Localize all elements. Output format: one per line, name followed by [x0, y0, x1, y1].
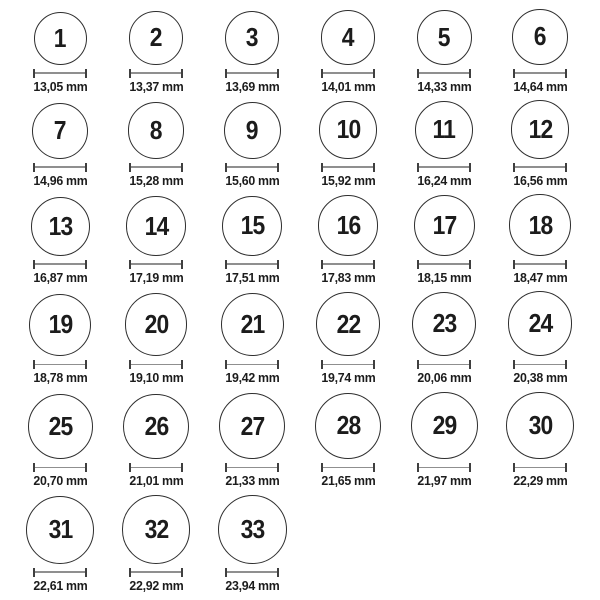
- ring-size-cell: [300, 101, 396, 187]
- dimension-tick-right-icon: [469, 463, 471, 472]
- ring-size-number: 15: [240, 210, 264, 241]
- ring-circle: [29, 294, 91, 356]
- diameter-dimension: [129, 69, 183, 78]
- ring-circle: [321, 10, 376, 65]
- ring-size-cell: [108, 11, 204, 93]
- dimension-tick-right-icon: [277, 568, 279, 577]
- dimension-tick-right-icon: [373, 260, 375, 269]
- diameter-dimension: [513, 69, 567, 78]
- diameter-dimension: [225, 463, 279, 472]
- dimension-line: [35, 166, 85, 168]
- diameter-label: 17,19 mm: [128, 269, 184, 285]
- diameter-dimension: [33, 463, 87, 472]
- dimension-tick-right-icon: [277, 69, 279, 78]
- chart-row: [12, 100, 588, 187]
- diameter-dimension: [321, 260, 375, 269]
- diameter-dimension: [321, 69, 375, 78]
- dimension-line: [323, 364, 373, 366]
- diameter-label: 13,37 mm: [128, 78, 184, 94]
- dimension-tick-right-icon: [85, 360, 87, 369]
- dimension-line: [323, 467, 373, 469]
- dimension-line: [227, 364, 277, 366]
- diameter-dimension: [33, 69, 87, 78]
- diameter-label: 22,61 mm: [32, 577, 88, 593]
- dimension-line: [419, 72, 469, 74]
- ring-size-cell: [492, 9, 588, 93]
- dimension-tick-right-icon: [469, 69, 471, 78]
- dimension-tick-right-icon: [565, 360, 567, 369]
- ring-size-cell: [492, 291, 588, 384]
- diameter-label: 20,70 mm: [32, 473, 88, 489]
- diameter-dimension: [321, 360, 375, 369]
- dimension-tick-right-icon: [373, 360, 375, 369]
- dimension-line: [131, 364, 181, 366]
- dimension-tick-right-icon: [565, 260, 567, 269]
- dimension-line: [227, 571, 277, 573]
- chart-row: [12, 9, 588, 93]
- dimension-line: [131, 166, 181, 168]
- diameter-label: 23,94 mm: [224, 577, 280, 593]
- dimension-tick-right-icon: [469, 360, 471, 369]
- diameter-label: 16,87 mm: [32, 269, 88, 285]
- diameter-label: 15,28 mm: [128, 172, 184, 188]
- diameter-dimension: [129, 360, 183, 369]
- ring-size-number: 20: [144, 309, 168, 340]
- ring-circle: [128, 102, 185, 159]
- dimension-line: [419, 263, 469, 265]
- diameter-label: 21,65 mm: [320, 473, 376, 489]
- ring-circle: [412, 292, 476, 356]
- ring-circle: [123, 394, 189, 460]
- diameter-dimension: [321, 163, 375, 172]
- dimension-line: [419, 364, 469, 366]
- diameter-label: 15,60 mm: [224, 172, 280, 188]
- dimension-tick-right-icon: [181, 463, 183, 472]
- ring-circle: [316, 292, 380, 356]
- ring-size-number: 31: [48, 514, 72, 545]
- dimension-line: [515, 72, 565, 74]
- dimension-tick-right-icon: [85, 463, 87, 472]
- ring-circle: [315, 393, 382, 460]
- diameter-label: 14,64 mm: [512, 78, 568, 94]
- ring-size-cell: [12, 496, 108, 593]
- ring-size-number: 4: [342, 21, 354, 52]
- dimension-tick-right-icon: [85, 69, 87, 78]
- ring-circle: [509, 194, 571, 256]
- diameter-dimension: [33, 260, 87, 269]
- diameter-label: 21,33 mm: [224, 473, 280, 489]
- ring-size-number: 24: [528, 308, 552, 339]
- dimension-tick-right-icon: [277, 360, 279, 369]
- diameter-dimension: [513, 360, 567, 369]
- ring-size-number: 23: [432, 308, 456, 339]
- ring-size-number: 5: [438, 21, 450, 52]
- ring-size-cell: [204, 495, 300, 593]
- dimension-tick-right-icon: [181, 260, 183, 269]
- ring-circle: [415, 101, 473, 159]
- ring-size-cell: [492, 392, 588, 488]
- dimension-tick-right-icon: [85, 568, 87, 577]
- dimension-line: [323, 166, 373, 168]
- dimension-line: [419, 467, 469, 469]
- diameter-dimension: [33, 568, 87, 577]
- diameter-label: 16,56 mm: [512, 172, 568, 188]
- dimension-line: [227, 467, 277, 469]
- diameter-dimension: [225, 69, 279, 78]
- ring-size-cell: [396, 292, 492, 385]
- ring-circle: [414, 195, 475, 256]
- diameter-dimension: [225, 360, 279, 369]
- dimension-line: [515, 263, 565, 265]
- diameter-dimension: [417, 463, 471, 472]
- diameter-dimension: [417, 163, 471, 172]
- ring-size-cell: [204, 196, 300, 285]
- ring-size-cell: [300, 10, 396, 93]
- ring-circle: [319, 101, 377, 159]
- dimension-line: [35, 571, 85, 573]
- dimension-tick-right-icon: [85, 163, 87, 172]
- diameter-dimension: [513, 463, 567, 472]
- ring-size-number: 8: [150, 114, 162, 145]
- ring-size-cell: [492, 194, 588, 284]
- dimension-tick-right-icon: [181, 163, 183, 172]
- diameter-label: 18,15 mm: [416, 269, 472, 285]
- diameter-dimension: [417, 260, 471, 269]
- ring-size-cell: [108, 196, 204, 284]
- dimension-line: [515, 467, 565, 469]
- ring-size-number: 30: [528, 409, 552, 440]
- ring-size-cell: [300, 195, 396, 284]
- diameter-label: 14,96 mm: [32, 172, 88, 188]
- ring-circle: [34, 12, 87, 65]
- chart-row: [12, 291, 588, 384]
- diameter-label: 20,06 mm: [416, 369, 472, 385]
- diameter-label: 21,01 mm: [128, 473, 184, 489]
- dimension-tick-right-icon: [565, 163, 567, 172]
- ring-size-cell: [204, 11, 300, 94]
- dimension-tick-right-icon: [85, 260, 87, 269]
- dimension-line: [131, 72, 181, 74]
- ring-size-number: 27: [240, 410, 264, 441]
- ring-size-cell: [12, 394, 108, 488]
- diameter-dimension: [129, 260, 183, 269]
- ring-size-cell: [108, 102, 204, 187]
- diameter-dimension: [417, 69, 471, 78]
- diameter-label: 21,97 mm: [416, 473, 472, 489]
- ring-size-number: 26: [144, 410, 168, 441]
- ring-size-number: 2: [150, 22, 162, 53]
- ring-size-cell: [396, 101, 492, 188]
- dimension-tick-right-icon: [469, 163, 471, 172]
- diameter-label: 14,01 mm: [320, 78, 376, 94]
- ring-size-number: 22: [336, 308, 360, 339]
- diameter-label: 13,05 mm: [32, 78, 88, 94]
- diameter-dimension: [513, 163, 567, 172]
- ring-circle: [125, 293, 188, 356]
- ring-size-number: 29: [432, 410, 456, 441]
- ring-size-number: 3: [246, 22, 258, 52]
- ring-circle: [32, 103, 88, 159]
- ring-size-number: 9: [246, 114, 258, 145]
- dimension-line: [131, 467, 181, 469]
- ring-circle: [221, 293, 284, 356]
- diameter-label: 17,51 mm: [224, 269, 280, 285]
- diameter-dimension: [225, 568, 279, 577]
- diameter-label: 19,74 mm: [320, 369, 376, 385]
- ring-size-cell: [396, 392, 492, 488]
- ring-circle: [122, 495, 191, 564]
- ring-circle: [225, 11, 279, 65]
- dimension-tick-right-icon: [181, 360, 183, 369]
- diameter-label: 18,47 mm: [512, 269, 568, 285]
- diameter-label: 22,29 mm: [512, 473, 568, 489]
- dimension-line: [323, 72, 373, 74]
- ring-size-cell: [12, 294, 108, 385]
- ring-size-number: 32: [144, 513, 168, 544]
- ring-circle: [511, 100, 570, 159]
- ring-circle: [506, 392, 574, 460]
- diameter-label: 17,83 mm: [320, 269, 376, 285]
- ring-size-cell: [12, 103, 108, 188]
- ring-circle: [26, 496, 94, 564]
- ring-circle: [411, 392, 478, 459]
- ring-size-number: 7: [54, 115, 66, 146]
- ring-size-cell: [108, 495, 204, 592]
- dimension-tick-right-icon: [373, 163, 375, 172]
- ring-size-cell: [204, 102, 300, 188]
- diameter-label: 14,33 mm: [416, 78, 472, 94]
- dimension-line: [227, 72, 277, 74]
- dimension-line: [35, 467, 85, 469]
- diameter-dimension: [129, 163, 183, 172]
- ring-circle: [219, 393, 285, 459]
- chart-row: [12, 392, 588, 488]
- dimension-tick-right-icon: [181, 568, 183, 577]
- dimension-line: [227, 166, 277, 168]
- ring-size-number: 11: [432, 114, 456, 145]
- ring-size-number: 6: [534, 21, 546, 52]
- ring-circle: [508, 291, 573, 356]
- diameter-label: 22,92 mm: [128, 577, 184, 593]
- ring-circle: [318, 195, 379, 256]
- dimension-line: [515, 364, 565, 366]
- ring-size-number: 10: [336, 114, 360, 145]
- ring-circle: [224, 102, 281, 159]
- dimension-line: [323, 263, 373, 265]
- ring-size-number: 17: [432, 209, 456, 240]
- ring-size-cell: [108, 394, 204, 488]
- ring-size-cell: [396, 10, 492, 94]
- diameter-dimension: [225, 260, 279, 269]
- diameter-dimension: [225, 163, 279, 172]
- dimension-line: [35, 263, 85, 265]
- ring-circle: [512, 9, 568, 65]
- ring-size-number: 16: [336, 210, 360, 241]
- ring-size-cell: [108, 293, 204, 384]
- dimension-line: [35, 364, 85, 366]
- dimension-tick-right-icon: [181, 69, 183, 78]
- ring-size-number: 28: [336, 410, 360, 441]
- dimension-tick-right-icon: [469, 260, 471, 269]
- diameter-dimension: [129, 568, 183, 577]
- ring-circle: [222, 196, 282, 256]
- diameter-label: 19,10 mm: [128, 369, 184, 385]
- dimension-tick-right-icon: [565, 463, 567, 472]
- dimension-line: [35, 72, 85, 74]
- ring-size-number: 1: [54, 22, 66, 53]
- diameter-label: 13,69 mm: [224, 78, 280, 94]
- dimension-line: [227, 263, 277, 265]
- dimension-line: [131, 571, 181, 573]
- ring-circle: [126, 196, 186, 256]
- ring-circle: [28, 394, 93, 459]
- diameter-dimension: [321, 463, 375, 472]
- dimension-line: [131, 263, 181, 265]
- diameter-dimension: [417, 360, 471, 369]
- dimension-tick-right-icon: [373, 69, 375, 78]
- ring-size-cell: [204, 393, 300, 488]
- ring-circle: [417, 10, 472, 65]
- ring-size-cell: [12, 12, 108, 94]
- chart-row: [12, 194, 588, 284]
- diameter-dimension: [33, 163, 87, 172]
- ring-circle: [129, 11, 183, 65]
- diameter-dimension: [513, 260, 567, 269]
- diameter-label: 18,78 mm: [32, 369, 88, 385]
- dimension-tick-right-icon: [373, 463, 375, 472]
- ring-size-number: 21: [240, 308, 264, 339]
- ring-size-cell: [12, 197, 108, 285]
- ring-size-cell: [204, 293, 300, 385]
- ring-circle: [218, 495, 287, 564]
- diameter-label: 16,24 mm: [416, 172, 472, 188]
- ring-size-number: 19: [48, 309, 72, 340]
- ring-size-cell: [300, 292, 396, 384]
- ring-size-number: 12: [528, 113, 552, 144]
- ring-size-number: 14: [144, 210, 168, 241]
- dimension-tick-right-icon: [277, 463, 279, 472]
- ring-size-number: 33: [240, 513, 264, 544]
- diameter-dimension: [33, 360, 87, 369]
- ring-size-cell: [300, 393, 396, 488]
- ring-size-number: 18: [528, 209, 552, 240]
- diameter-label: 15,92 mm: [320, 172, 376, 188]
- dimension-line: [515, 166, 565, 168]
- diameter-label: 19,42 mm: [224, 369, 280, 385]
- dimension-tick-right-icon: [277, 163, 279, 172]
- dimension-tick-right-icon: [565, 69, 567, 78]
- ring-circle: [31, 197, 90, 256]
- ring-size-number: 13: [48, 210, 72, 241]
- dimension-tick-right-icon: [277, 260, 279, 269]
- chart-row: [12, 495, 588, 593]
- ring-size-number: 25: [48, 411, 72, 442]
- ring-size-cell: [492, 100, 588, 187]
- dimension-line: [419, 166, 469, 168]
- diameter-label: 20,38 mm: [512, 369, 568, 385]
- ring-size-cell: [396, 195, 492, 285]
- diameter-dimension: [129, 463, 183, 472]
